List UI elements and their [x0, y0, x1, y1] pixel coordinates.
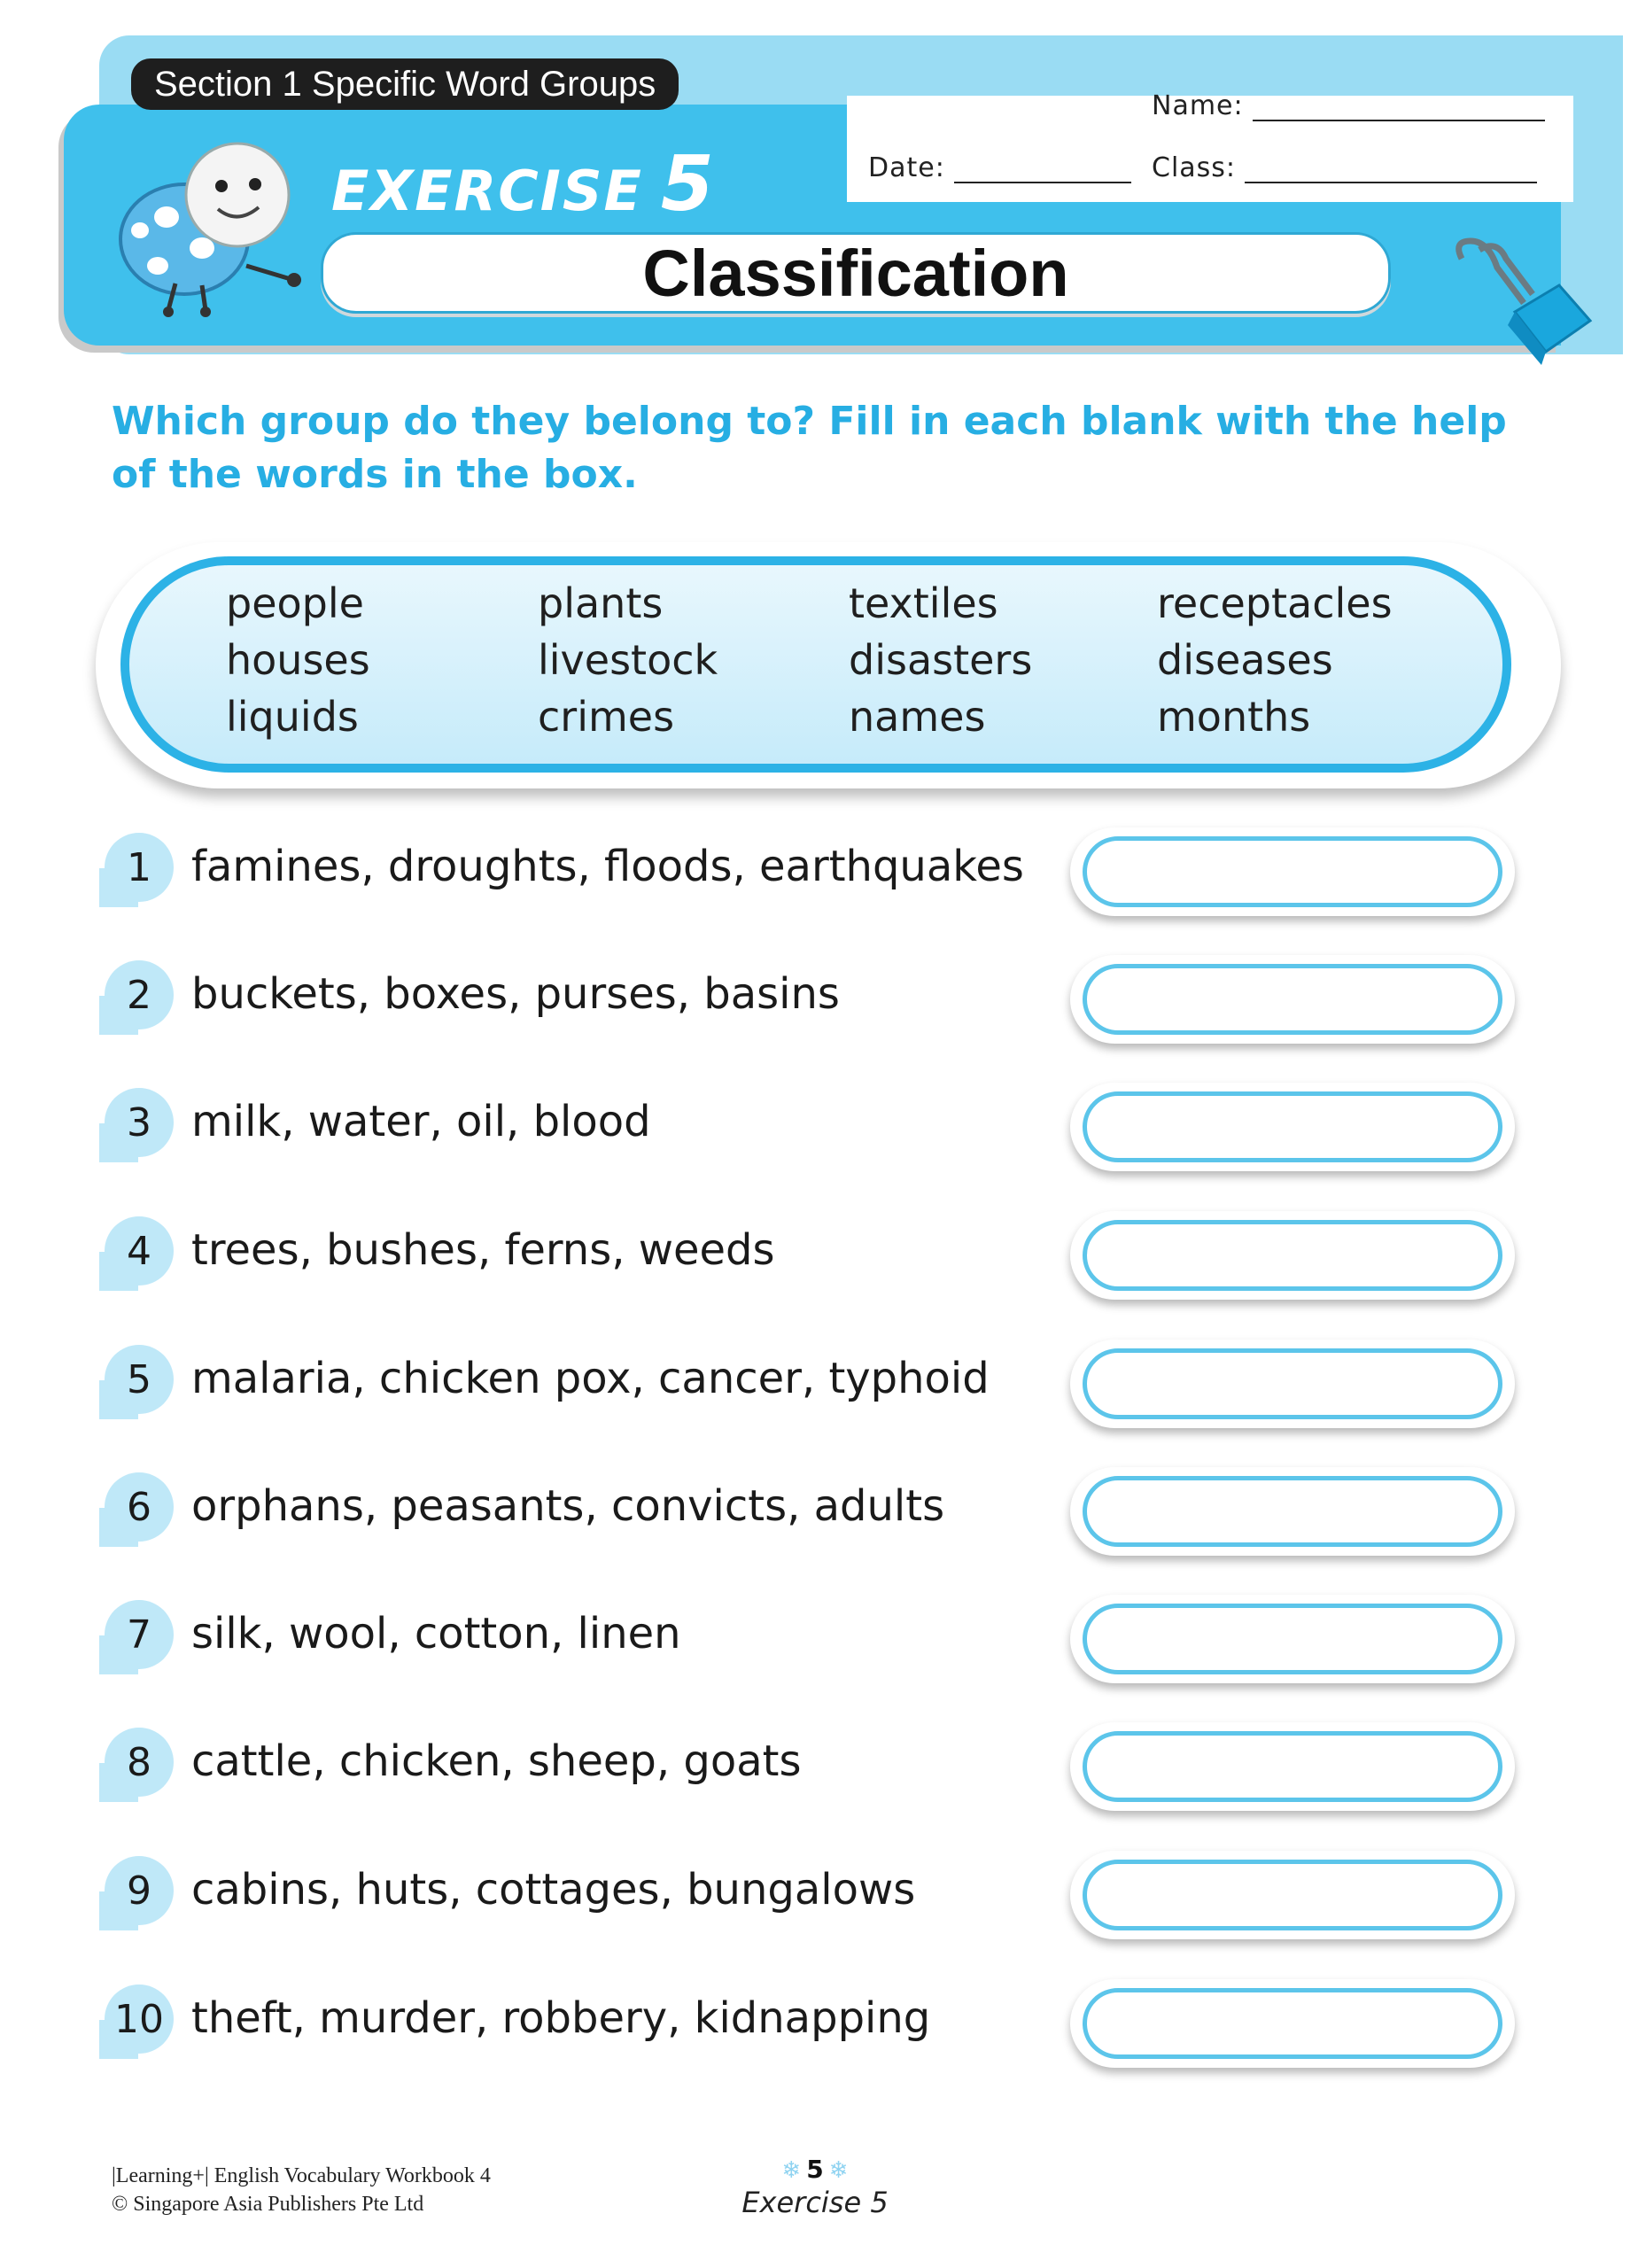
- name-line[interactable]: [1253, 120, 1545, 121]
- answer-field[interactable]: [1083, 1220, 1502, 1291]
- date-line[interactable]: [954, 182, 1131, 183]
- word-box-item: houses: [226, 636, 370, 684]
- footer-copyright: © Singapore Asia Publishers Pte Ltd: [112, 2193, 424, 2216]
- class-line[interactable]: [1245, 182, 1537, 183]
- word-box-item: livestock: [538, 636, 718, 684]
- snowflake-icon: ❄: [781, 2157, 802, 2184]
- word-box-item: plants: [538, 579, 664, 627]
- question-words: cattle, chicken, sheep, goats: [191, 1736, 802, 1786]
- footer-page-info: [726, 2155, 904, 2219]
- word-box-item: names: [849, 693, 986, 741]
- question-number-badge: 2: [105, 960, 174, 1029]
- name-label: Name:: [1152, 90, 1244, 121]
- question-words: malaria, chicken pox, cancer, typhoid: [191, 1354, 990, 1403]
- word-box-item: liquids: [226, 693, 359, 741]
- ladybug-mascot-icon: [113, 133, 317, 319]
- binder-clip-icon: [1444, 232, 1595, 374]
- word-box-item: diseases: [1157, 636, 1333, 684]
- question-number-badge: 5: [105, 1345, 174, 1414]
- answer-field[interactable]: [1083, 964, 1502, 1035]
- question-number-badge: 10: [105, 1984, 174, 2054]
- question-words: silk, wool, cotton, linen: [191, 1609, 681, 1658]
- question-words: milk, water, oil, blood: [191, 1097, 651, 1146]
- question-words: trees, bushes, ferns, weeds: [191, 1225, 775, 1275]
- question-words: famines, droughts, floods, earthquakes: [191, 842, 1024, 891]
- name-field: [1152, 90, 1545, 121]
- question-words: buckets, boxes, purses, basins: [191, 969, 840, 1019]
- date-field: [868, 152, 1131, 183]
- exercise-heading: [331, 140, 716, 229]
- answer-field[interactable]: [1083, 836, 1502, 907]
- word-box-item: people: [226, 579, 364, 627]
- word-box-item: disasters: [849, 636, 1033, 684]
- word-box-item: textiles: [849, 579, 998, 627]
- question-number-badge: 8: [105, 1728, 174, 1797]
- instructions: Which group do they belong to? Fill in each blank with the help of the words in the box.: [112, 399, 1507, 497]
- answer-field[interactable]: [1083, 1860, 1502, 1930]
- snowflake-icon: ❄: [828, 2157, 849, 2184]
- question-number-badge: 6: [105, 1472, 174, 1542]
- footer-exercise-label: Exercise 5: [741, 2186, 889, 2219]
- word-box-item: months: [1157, 693, 1311, 741]
- answer-field[interactable]: [1083, 1731, 1502, 1802]
- question-number-badge: 3: [105, 1088, 174, 1157]
- answer-field[interactable]: [1083, 1604, 1502, 1674]
- answer-field[interactable]: [1083, 1476, 1502, 1547]
- answer-field[interactable]: [1083, 1091, 1502, 1162]
- question-number-badge: 7: [105, 1600, 174, 1669]
- question-words: theft, murder, robbery, kidnapping: [191, 1993, 931, 2043]
- date-label: Date:: [868, 152, 945, 183]
- answer-field[interactable]: [1083, 1988, 1502, 2059]
- footer-book-title: |Learning+| English Vocabulary Workbook 4: [112, 2164, 491, 2187]
- title-pill: [321, 232, 1391, 314]
- page-title: Classification: [642, 236, 1069, 310]
- word-box-item: receptacles: [1157, 579, 1393, 627]
- footer-credits: [112, 2162, 491, 2218]
- exercise-number: 5: [660, 140, 716, 229]
- question-number-badge: 1: [105, 833, 174, 902]
- question-words: orphans, peasants, convicts, adults: [191, 1481, 945, 1531]
- question-words: cabins, huts, cottages, bungalows: [191, 1865, 916, 1915]
- class-label: Class:: [1152, 152, 1237, 183]
- question-number-badge: 9: [105, 1856, 174, 1925]
- question-number-badge: 4: [105, 1216, 174, 1285]
- section-label: Section 1 Specific Word Groups: [131, 58, 679, 110]
- class-field: [1152, 152, 1537, 183]
- word-box-item: crimes: [538, 693, 675, 741]
- page-number: 5: [806, 2155, 824, 2184]
- answer-field[interactable]: [1083, 1348, 1502, 1419]
- exercise-word: EXERCISE: [331, 159, 643, 223]
